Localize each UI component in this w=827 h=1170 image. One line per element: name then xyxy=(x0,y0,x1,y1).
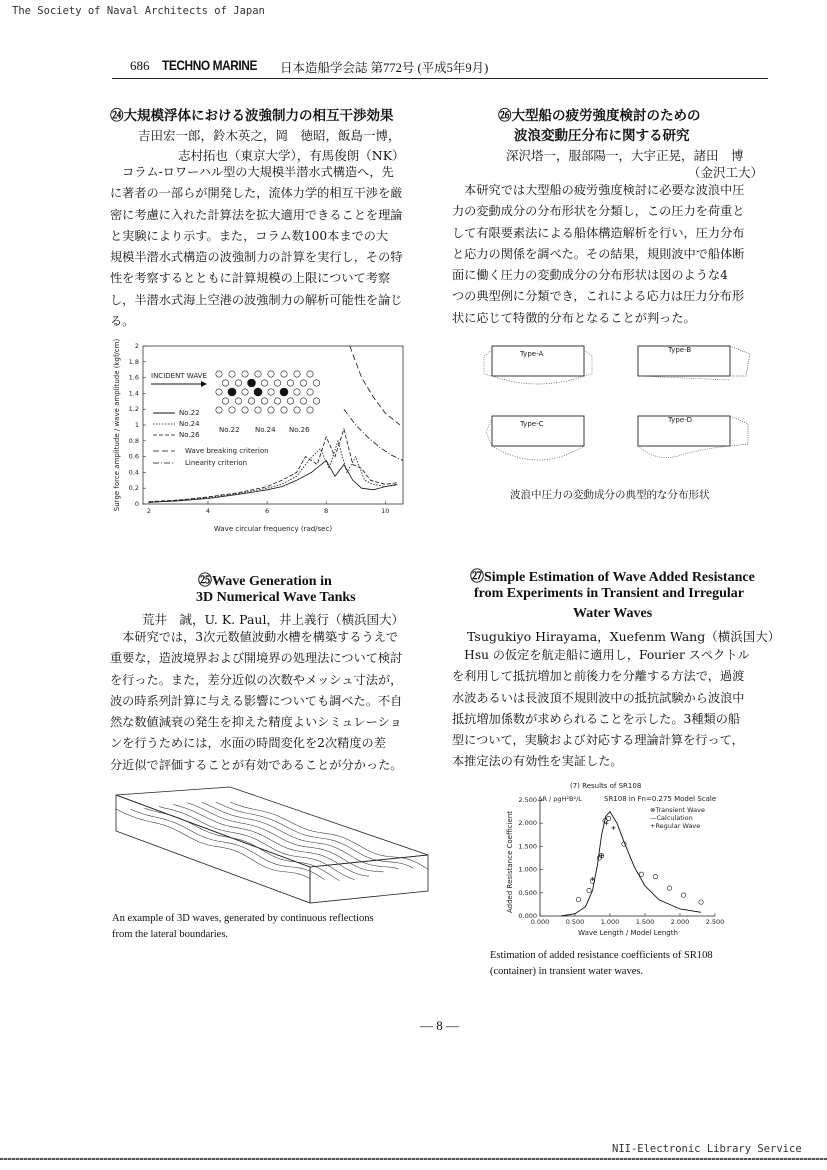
x-tick-label: 2 xyxy=(146,507,151,515)
inset-column xyxy=(229,371,235,377)
inset-column xyxy=(248,379,256,387)
y-tick-label: 0 xyxy=(134,500,139,508)
inset-column xyxy=(274,398,280,404)
legend-entry: +Regular Wave xyxy=(650,822,701,830)
article-26-figure-caption: 波浪中圧力の変動成分の典型的な分布形状 xyxy=(510,489,710,501)
body-line: を利用して抵抗増加と前後力を分離する方法で，過渡 xyxy=(452,669,745,684)
inset-column xyxy=(235,380,241,386)
article-25-title-2: 3D Numerical Wave Tanks xyxy=(196,590,356,605)
inset-label: INCIDENT WAVE xyxy=(151,372,207,380)
x-axis-label: Wave Length / Model Length xyxy=(578,929,678,937)
chart-legend xyxy=(153,409,269,467)
x-tick-label: 2.000 xyxy=(670,918,690,926)
article-27-authors: Tsugukiyo Hirayama，Xuefenm Wang（横浜国大） xyxy=(467,629,781,644)
body-line: ンを行うためには，水面の時間変化を2次精度の差 xyxy=(110,736,386,751)
wave-surface-line xyxy=(230,802,428,869)
x-axis-label: Wave circular frequency (rad/sec) xyxy=(213,525,333,533)
x-tick-label: 0.000 xyxy=(530,918,550,926)
body-line: し，半潜水式海上空港の波強制力の解析可能性を論じ xyxy=(110,292,403,307)
transient-wave-point xyxy=(681,893,685,897)
x-tick-label: 6 xyxy=(265,507,270,515)
inset-column xyxy=(294,389,300,395)
inset-column xyxy=(300,398,306,404)
type-label: Type-B xyxy=(668,346,692,354)
page-number: 686 xyxy=(130,58,150,73)
wave-surface-line xyxy=(187,803,383,872)
y-axis-label: Added Resistance Coefficient xyxy=(506,811,514,913)
surge-force-chart xyxy=(105,338,425,538)
inset-column xyxy=(307,389,313,395)
inset-column xyxy=(287,380,293,386)
article-27-body xyxy=(452,645,772,773)
inset-column xyxy=(268,371,274,377)
regular-wave-point xyxy=(605,821,609,825)
body-line: 本研究では大型船の疲労強度検討に必要な波浪中圧 xyxy=(452,183,745,197)
y-tick-label: 0.000 xyxy=(518,912,537,920)
3d-wave-tank-figure xyxy=(110,785,435,910)
brand-logo: TECHNO MARINE xyxy=(162,57,257,73)
x-tick-label: 1.500 xyxy=(635,918,655,926)
y-formula: ΔR / ρgH²B²/L xyxy=(538,795,582,803)
inset-column xyxy=(248,398,254,404)
body-line: を行った。また，差分近似の次数やメッシュ寸法が， xyxy=(110,672,403,687)
article-24-authors-2: 志村拓也（東京大学），有馬俊朗（NK） xyxy=(178,148,405,163)
body-line: 規模半潜水式構造の波強制力の計算を実行し，その特 xyxy=(110,250,403,265)
service-footer: NII-Electronic Library Service xyxy=(612,1143,802,1155)
wave-surface-line xyxy=(116,809,310,879)
inset-column xyxy=(294,407,300,413)
inset-column xyxy=(280,388,288,396)
inset-column xyxy=(216,407,222,413)
inset-column xyxy=(222,398,228,404)
header-rule xyxy=(112,78,768,79)
inset-column xyxy=(307,371,313,377)
regular-wave-point xyxy=(591,877,595,881)
inset-column xyxy=(242,407,248,413)
incident-wave-inset xyxy=(151,371,320,434)
inset-node-label: No.22 xyxy=(219,426,240,434)
article-27-title-3: Water Waves xyxy=(573,606,653,621)
inset-column xyxy=(229,407,235,413)
article-27-title-1: ㉗Simple Estimation of Wave Added Resistance xyxy=(470,570,755,585)
inset-column xyxy=(300,380,306,386)
type-c-diagram xyxy=(486,416,584,460)
legend-entry: Linearity criterion xyxy=(185,459,248,467)
inset-column xyxy=(274,380,280,386)
article-26-affiliation: （金沢工大） xyxy=(688,165,764,180)
inset-column xyxy=(313,398,319,404)
added-resistance-chart xyxy=(500,778,750,938)
inset-column xyxy=(281,407,287,413)
article-26-title-2: 波浪変動圧分布に関する研究 xyxy=(514,128,690,144)
chart-title: (7) Results of SR108 xyxy=(570,782,642,790)
body-line: 性を考察するとともに計算規模の上限について考察 xyxy=(110,271,391,286)
pressure-distribution-figure xyxy=(478,330,758,480)
y-tick-label: 1.8 xyxy=(128,357,139,366)
chart-subtitle: SR108 in Fn=0.275 Model Scale xyxy=(604,795,717,803)
body-line: 分近似で評価することが有効であることが分かった。 xyxy=(110,757,403,772)
transient-wave-point xyxy=(639,872,643,876)
article-27-caption-2: (container) in transient water waves. xyxy=(490,966,644,977)
y-tick-label: 0.8 xyxy=(128,436,139,445)
journal-name: 日本造船学会誌 第772号 (平成5年9月) xyxy=(280,61,489,75)
inset-column xyxy=(268,389,274,395)
article-25-authors: 荒井 誠，U. K. Paul，井上義行（横浜国大） xyxy=(142,612,404,627)
article-27-title-2: from Experiments in Transient and Irregular xyxy=(474,586,745,601)
article-24-title: ㉔大規模浮体における波強制力の相互干渉効果 xyxy=(110,108,394,124)
inset-column xyxy=(261,380,267,386)
legend-entry: No.26 xyxy=(179,431,200,439)
y-tick-label: 0.2 xyxy=(128,484,139,493)
article-26-body xyxy=(452,180,770,329)
x-tick-label: 1.000 xyxy=(600,918,620,926)
transient-wave-point xyxy=(667,886,671,890)
type-a-diagram xyxy=(484,346,592,384)
inset-column xyxy=(255,371,261,377)
y-tick-label: 1.6 xyxy=(128,373,139,382)
x-tick-label: 10 xyxy=(381,507,390,515)
body-line: して有限要素法による船体構造解析を行い，圧力分布 xyxy=(452,225,745,240)
wave-surface-line xyxy=(159,807,354,880)
x-tick-label: 8 xyxy=(324,507,329,515)
transient-wave-point xyxy=(587,888,591,892)
body-line: コラム-ロワーハル型の大規模半潜水式構造へ，先 xyxy=(110,165,394,179)
y-tick-label: 0.500 xyxy=(518,888,537,897)
article-25-title-1: ㉕Wave Generation in xyxy=(198,574,332,589)
body-line: 本推定法の有効性を実証した。 xyxy=(452,754,623,769)
body-line: 然な数値減衰の発生を抑えた精度よいシミュレーショ xyxy=(110,715,402,730)
regular-wave-point xyxy=(612,826,616,830)
type-d-diagram xyxy=(638,416,748,458)
transient-wave-point xyxy=(653,874,657,878)
watermark: The Society of Naval Architects of Japan xyxy=(12,5,265,17)
body-line: に著者の一部らが開発した，流体力学的相互干渉を厳 xyxy=(110,186,403,201)
body-line: Hsu の仮定を航走船に適用し，Fourier スペクトル xyxy=(452,648,750,662)
y-axis-label: Surge force amplitude / wave amplitude (kgf/cm) xyxy=(113,338,121,512)
article-24-authors-1: 吉田宏一郎，鈴木英之，岡 徳昭，飯島一博， xyxy=(138,128,401,143)
body-line: と実験により示す。また，コラム数100本までの大 xyxy=(110,228,389,243)
body-line: 重要な，造波境界および開境界の処理法について検討 xyxy=(110,651,403,666)
y-tick-label: 2.000 xyxy=(518,819,537,828)
x-tick-label: 0.500 xyxy=(565,918,585,926)
transient-wave-point xyxy=(699,900,703,904)
inset-column xyxy=(235,398,241,404)
legend-entry: —Calculation xyxy=(650,814,693,822)
inset-column xyxy=(242,371,248,377)
legend-entry: No.24 xyxy=(179,420,200,428)
inset-column xyxy=(313,380,319,386)
inset-column xyxy=(261,398,267,404)
inset-node-label: No.24 xyxy=(255,426,276,434)
inset-column xyxy=(216,389,222,395)
body-line: つの典型例に分類でき，これによる応力は圧力分布形 xyxy=(452,289,745,304)
inset-column xyxy=(242,389,248,395)
article-25-body xyxy=(110,627,430,776)
article-26-authors: 深沢塔一，服部陽一，大宇正晃，諸田 博 xyxy=(506,148,744,163)
page-footer-number: — 8 — xyxy=(420,1018,459,1033)
inset-column xyxy=(228,388,236,396)
article-25-caption-2: from the lateral boundaries. xyxy=(112,929,229,940)
body-line: 本研究では，3次元数値波動水槽を構築するうえで xyxy=(110,630,399,644)
series-line-linearity-criterion xyxy=(344,409,403,460)
y-tick-label: 2 xyxy=(134,342,139,350)
inset-node-label: No.26 xyxy=(289,426,310,434)
inset-column xyxy=(287,398,293,404)
body-line: 水波あるいは長波頂不規則波中の抵抗試験から波浪中 xyxy=(452,690,745,705)
legend-entry: ⊗Transient Wave xyxy=(650,806,706,814)
type-b-diagram xyxy=(638,346,750,380)
y-tick-label: 1.4 xyxy=(128,389,139,398)
type-label: Type-D xyxy=(668,416,692,424)
article-27-caption-1: Estimation of added resistance coefficients of SR108 xyxy=(490,950,713,961)
type-label: Type-C xyxy=(520,420,544,428)
inset-column xyxy=(268,407,274,413)
running-header xyxy=(112,56,752,76)
y-tick-label: 1 xyxy=(134,421,139,429)
y-tick-label: 2.500 xyxy=(518,796,537,804)
body-line: と応力の関係を調べた。その結果，規則波中で船体断 xyxy=(452,246,745,261)
x-tick-label: 4 xyxy=(205,507,211,515)
chart-legend xyxy=(650,806,705,830)
legend-entry: No.22 xyxy=(179,409,200,417)
body-line: 力の変動成分の分布形状を分類し，この圧力を荷重と xyxy=(452,204,745,219)
body-line: 面に働く圧力の変動成分の分布形状は図のような4 xyxy=(452,268,728,283)
type-label: Type-A xyxy=(520,350,544,358)
article-25-caption-1: An example of 3D waves, generated by continuous reflections xyxy=(112,913,374,924)
body-line: 型について，実験および対応する理論計算を行って， xyxy=(452,733,744,748)
inset-column xyxy=(294,371,300,377)
body-line: 波の時系列計算に与える影響についても調べた。不自 xyxy=(110,693,403,708)
x-tick-label: 2.500 xyxy=(705,918,725,926)
wave-surface-line xyxy=(173,804,369,876)
body-line: 抵抗増加係数が求められることを示した。3種類の船 xyxy=(452,711,741,726)
inset-column xyxy=(216,371,222,377)
body-line: 密に考慮に入れた計算法を拡大適用できることを理論 xyxy=(110,207,403,222)
article-24-body xyxy=(110,162,428,332)
inset-column xyxy=(254,388,262,396)
article-26-title-1: ㉖大型船の疲労強度検討のための xyxy=(498,108,701,124)
transient-wave-point xyxy=(606,816,610,820)
inset-column xyxy=(281,371,287,377)
body-line: る。 xyxy=(110,314,135,329)
y-tick-label: 0.6 xyxy=(128,452,139,461)
y-tick-label: 1.500 xyxy=(518,842,537,851)
inset-column xyxy=(307,407,313,413)
transient-wave-point xyxy=(576,898,580,902)
inset-column xyxy=(255,407,261,413)
y-tick-label: 1.2 xyxy=(128,405,139,414)
inset-column xyxy=(222,380,228,386)
y-tick-label: 1.000 xyxy=(518,865,537,874)
wave-surface-line xyxy=(202,802,399,869)
legend-entry: Wave breaking criterion xyxy=(185,447,269,455)
bottom-scan-rule xyxy=(0,1158,827,1160)
y-tick-label: 0.4 xyxy=(128,468,139,477)
series-line-wave-breaking-criterion xyxy=(350,346,400,425)
body-line: 状に応じて特徴的分布となることが判った。 xyxy=(452,310,696,325)
